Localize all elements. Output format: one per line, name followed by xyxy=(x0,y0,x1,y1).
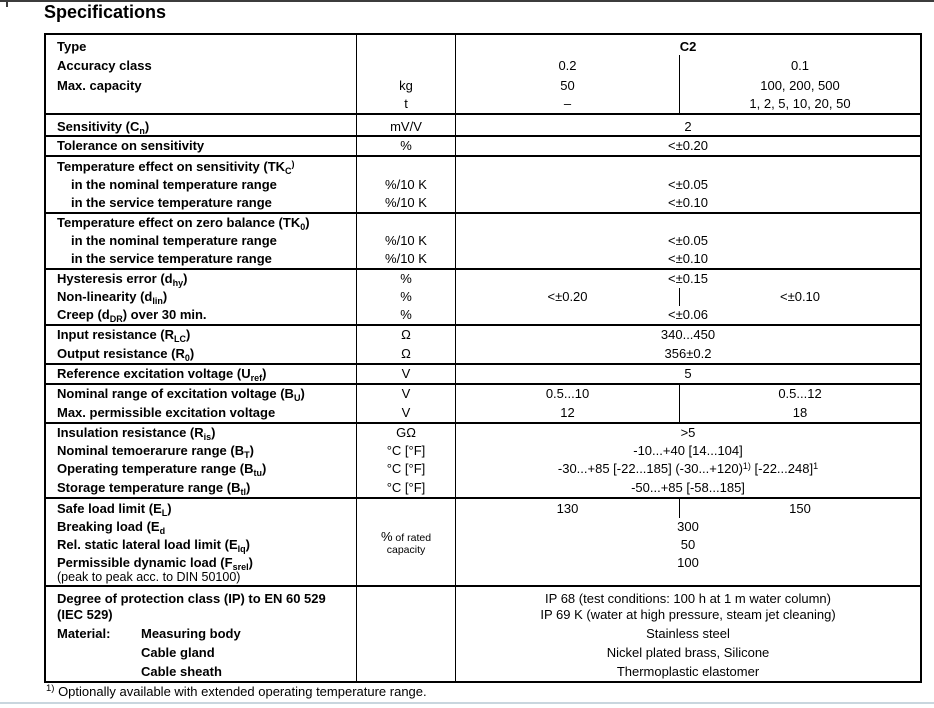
unit-nominal-excitation: V xyxy=(401,386,411,401)
value-ref-excitation: 5 xyxy=(684,366,692,381)
unit-kg: kg xyxy=(399,78,413,93)
label-operating-temp: Operating temperature range $(B_{tu})$ xyxy=(57,461,267,478)
value-creep: <±0.06 xyxy=(667,307,709,322)
unit-operating-temp: °C [°F] xyxy=(386,461,426,476)
section-tolerance xyxy=(46,135,920,155)
label-breaking-load: Breaking load ($E_d$ xyxy=(57,519,166,536)
material-row-gland xyxy=(46,643,356,662)
label-ref-excitation: Reference excitation voltage $(U_{ref})$ xyxy=(57,366,267,383)
value-accuracy-left: 0.2 xyxy=(558,58,577,73)
spec-table xyxy=(44,33,922,683)
unit-input-resistance: Ω xyxy=(401,327,411,342)
section-hysteresis xyxy=(46,268,920,324)
value-output-resistance: 356±0.2 xyxy=(664,346,712,361)
unit-tkc-service: %/10 K xyxy=(385,195,427,210)
unit-sensitivity: mV/V xyxy=(390,119,422,134)
label-tkc-service: in the service temperature range xyxy=(71,195,272,210)
value-capacity-kg-right: 100, 200, 500 xyxy=(760,78,840,93)
value-tkc-nominal: <±0.05 xyxy=(667,177,709,192)
unit-ref-excitation: V xyxy=(401,366,411,381)
value-nominal-excitation-right: 0.5...12 xyxy=(778,386,822,401)
value-cable-sheath: Thermoplastic elastomer xyxy=(616,664,760,679)
label-dynamic-load: Permissible dynamic load $(F_{srel})$ xyxy=(57,555,253,572)
label-insulation: Insulation resistance $(R_{is})$ xyxy=(57,425,216,442)
label-tk0-heading: Temperature effect on zero balance $(TK_0)$ xyxy=(57,215,310,232)
label-type: Type xyxy=(57,39,87,54)
footnote-marker: 1) xyxy=(46,683,55,694)
unit-creep: % xyxy=(400,307,412,322)
section-excitation xyxy=(46,383,920,422)
value-operating-temp: -30...+85 [-22...185] $(-30...+120)^{1)}$ $[-22...248]^1$ xyxy=(557,461,819,476)
footnote-text: Optionally available with extended operating temperature range. xyxy=(54,684,427,699)
label-nonlinearity: Non-linearity $(d_{lin})$ xyxy=(57,289,168,306)
unit-nominal-temp: °C [°F] xyxy=(386,443,426,458)
label-nominal-excitation: Nominal range of excitation voltage $(B_U)$ xyxy=(57,386,305,403)
label-max-capacity: Max. capacity xyxy=(57,78,142,93)
value-tkc-service: <±0.10 xyxy=(667,195,709,210)
label-creep: Creep $(d_{DR})$ over 30 min. xyxy=(57,307,207,324)
material-row-body xyxy=(46,624,356,643)
value-nonlinearity-left: <±0.20 xyxy=(547,289,588,304)
value-rel-static: 50 xyxy=(680,537,696,552)
material-row-sheath xyxy=(46,662,356,681)
value-capacity-t-left: – xyxy=(563,96,572,111)
section-protection-material xyxy=(46,585,920,681)
unit-loads-of-rated: of rated xyxy=(392,531,432,544)
unit-storage-temp: °C [°F] xyxy=(386,480,426,495)
label-cable-sheath: Cable sheath xyxy=(141,664,222,679)
value-input-resistance: 340...450 xyxy=(660,327,716,342)
value-hysteresis: <±0.15 xyxy=(667,271,709,286)
value-measuring-body: Stainless steel xyxy=(646,626,730,641)
unit-tolerance: % xyxy=(400,138,412,153)
value-type: C2 xyxy=(679,39,697,54)
label-dynamic-note: (peak to peak acc. to DIN 50100) xyxy=(57,570,241,584)
unit-hysteresis: % xyxy=(400,271,412,286)
value-insulation: >5 xyxy=(680,425,696,440)
value-breaking-load: 300 xyxy=(677,519,699,534)
value-dynamic-load: 100 xyxy=(677,555,699,570)
value-ip68: IP 68 (test conditions: 100 h at 1 m water column) xyxy=(545,591,831,606)
value-safe-load-left: 130 xyxy=(556,501,579,516)
unit-loads xyxy=(357,499,455,585)
label-tk0-service: in the service temperature range xyxy=(71,251,272,266)
label-rel-static: Rel. static lateral load limit $(E_{lq})$ xyxy=(57,537,250,554)
value-nonlinearity-right: <±0.10 xyxy=(679,288,920,306)
section-type-capacity xyxy=(46,35,920,113)
value-sensitivity: 2 xyxy=(684,119,692,134)
label-measuring-body: Measuring body xyxy=(141,626,241,641)
label-output-resistance: Output resistance $(R_0)$ xyxy=(57,346,195,363)
page-bottom-rule xyxy=(0,702,934,704)
section-tk-sensitivity xyxy=(46,155,920,212)
value-safe-load-right: 150 xyxy=(679,499,920,518)
value-nominal-temp: -10...+40 [14...104] xyxy=(633,443,743,458)
footnote xyxy=(46,684,427,699)
unit-insulation: GΩ xyxy=(396,425,416,440)
label-nominal-temp: Nominal temoerarure range $(B_T)$ xyxy=(57,443,254,460)
unit-output-resistance: Ω xyxy=(401,346,411,361)
section-resistance xyxy=(46,324,920,363)
unit-nonlinearity: % xyxy=(400,289,412,304)
value-max-excitation-right: 18 xyxy=(792,405,808,420)
value-nominal-excitation-left: 0.5...10 xyxy=(545,386,590,401)
label-tkc-nominal: in the nominal temperature range xyxy=(71,177,277,192)
section-tk-zero xyxy=(46,212,920,268)
label-sensitivity: Sensitivity $(C_n)$ xyxy=(57,119,150,136)
value-accuracy-right: 0.1 xyxy=(790,58,810,73)
label-protection-line1: Degree of protection class (IP) to EN 60 529 xyxy=(57,591,326,606)
label-max-excitation: Max. permissible excitation voltage xyxy=(57,405,276,420)
section-loads xyxy=(46,497,920,585)
value-tk0-service: <±0.10 xyxy=(667,251,709,266)
value-capacity-kg-left: 50 xyxy=(560,78,575,93)
label-tk0-nominal: in the nominal temperature range xyxy=(71,233,277,248)
value-capacity-t-right: 1, 2, 5, 10, 20, 50 xyxy=(749,96,851,111)
label-material: Material: xyxy=(57,626,111,641)
unit-loads-capacity: capacity xyxy=(386,543,426,556)
value-ip69k: IP 69 K (water at high pressure, steam jet cleaning) xyxy=(540,607,836,622)
page-top-tick xyxy=(6,2,8,7)
unit-loads-percent: % xyxy=(380,528,393,544)
section-sensitivity xyxy=(46,113,920,135)
unit-t: t xyxy=(404,96,408,111)
label-protection-line2: (IEC 529) xyxy=(57,607,113,622)
value-tk0-nominal: <±0.05 xyxy=(667,233,709,248)
value-tolerance: <±0.20 xyxy=(667,138,709,153)
label-tolerance: Tolerance on sensitivity xyxy=(57,138,205,153)
value-max-excitation-left: 12 xyxy=(560,405,575,420)
value-cable-gland: Nickel plated brass, Silicone xyxy=(606,645,770,660)
label-cable-gland: Cable gland xyxy=(141,645,215,660)
label-safe-load: Safe load limit $(E_L)$ xyxy=(57,501,172,518)
label-accuracy-class: Accuracy class xyxy=(57,58,152,73)
section-ref-excitation xyxy=(46,363,920,383)
unit-max-excitation: V xyxy=(401,405,411,420)
section-environment xyxy=(46,422,920,497)
unit-tk0-nominal: %/10 K xyxy=(385,233,427,248)
value-storage-temp: -50...+85 [-58...185] xyxy=(631,480,745,495)
page-title: Specifications xyxy=(44,2,167,22)
unit-tkc-nominal: %/10 K xyxy=(385,177,427,192)
unit-tk0-service: %/10 K xyxy=(385,251,427,266)
label-input-resistance: Input resistance $(R_{LC})$ xyxy=(57,327,191,344)
label-hysteresis: Hysteresis error $(d_{hy})$ xyxy=(57,271,188,288)
label-storage-temp: Storage temperature range $(B_{tl})$ xyxy=(57,480,251,497)
label-tkc-heading: Temperature effect on sensitivity ($TK_C^)$ xyxy=(57,159,295,176)
